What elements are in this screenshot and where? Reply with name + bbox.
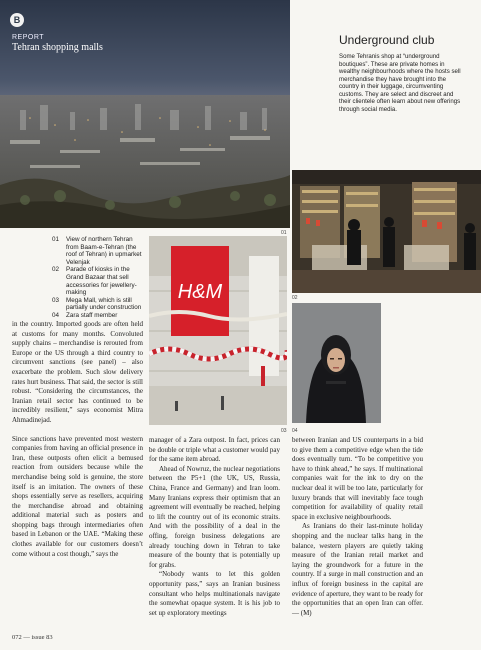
body-column-1 bbox=[12, 320, 143, 559]
sidebar-text: Some Tehranis shop at “underground boutiques”. These are private homes in wealthy neighbourhoods where the hosts sell merchandise they have brought into the country in their luggage, circumventing customs. They are select and discreet and their clientele often learn about new offerings through social media. bbox=[339, 53, 461, 113]
caption-number: 04 bbox=[52, 311, 60, 319]
caption-number: 02 bbox=[52, 266, 60, 274]
body-column-2 bbox=[149, 436, 280, 618]
section-badge: B bbox=[10, 13, 24, 27]
caption-item bbox=[52, 312, 144, 320]
photo-number-01: 01 bbox=[281, 230, 287, 236]
section-title: Tehran shopping malls bbox=[12, 42, 103, 53]
photo-number-03: 03 bbox=[281, 428, 287, 434]
section-kicker: REPORT bbox=[12, 34, 45, 41]
body-paragraph: As Iranians do their last-minute holiday shopping and the nuclear talks hang in the balance, western players are quietly taking measure of the Iranian retail market and laying the groundwork for a future in the country. If a surge in mall construction and an influx of foreign business in the capital are evidence of aperture, they want to be ready for the opportunities that an open Iran can offer. — (M) bbox=[292, 522, 423, 617]
page-footer: 072 — issue 83 bbox=[12, 634, 53, 641]
body-paragraph: Since sanctions have prevented most western companies from having an official presence in Iran, these outposts often elicit a bemused reaction from outsiders because while the merchandise being sold is genuine, the store itself is an imitation. The owners of these shops essentially serve as resellers, acquiring the merchandise abroad and obtaining additional material such as posters and shopping bags through intermediaries often based in Lebanon or the UAE. “Making these clothes available for our customers doesn’t come without a cost though,” says the bbox=[12, 434, 143, 558]
zara-staff-photo bbox=[292, 303, 381, 423]
body-paragraph: in the country. Imported goods are often held at customs for many months. Convoluted supply chains – merchandise is rerouted from Europe or the US through a third country to circumvent sanctions (see panel) – also exacerbate the problem. Such slow delivery rates hurt business. That said, the sector is still robust. “Considering the circumstances, the Iranian retail sector has continued to be incredibly resilient,” says economist Mitra Ahmadinejad. bbox=[12, 320, 143, 424]
body-column-3 bbox=[292, 436, 423, 618]
mega-mall-photo bbox=[149, 236, 287, 425]
hm-sign: H&M bbox=[177, 281, 223, 303]
caption-item bbox=[52, 266, 144, 296]
caption-number: 03 bbox=[52, 296, 60, 304]
caption-text: Parade of kiosks in the Grand Bazaar that sell accessories for jewellery-making bbox=[66, 266, 137, 297]
body-paragraph: manager of a Zara outpost. In fact, prices can be double or triple what a customer would pay for the same item abroad. bbox=[149, 436, 280, 464]
caption-text: Mega Mall, which is still partially under construction bbox=[66, 296, 142, 312]
sidebar-title: Underground club bbox=[339, 33, 435, 47]
caption-text: View of northern Tehran from Baam-e-Tehran (the roof of Tehran) in upmarket Velenjak bbox=[66, 236, 142, 266]
caption-item bbox=[52, 236, 144, 266]
caption-text: Zara staff member bbox=[66, 311, 118, 319]
photo-number-02: 02 bbox=[292, 295, 298, 301]
caption-number: 01 bbox=[52, 236, 60, 243]
photo-number-04: 04 bbox=[292, 428, 298, 434]
body-paragraph: “Nobody wants to let this golden opportunity pass,” says an Iranian business consultant who helps multinationals navigate the somewhat opaque system. It is his job to set up exploratory meetings bbox=[149, 570, 280, 617]
photo-captions bbox=[52, 236, 144, 320]
bazaar-kiosks-photo bbox=[292, 170, 481, 293]
body-paragraph: Ahead of Nowruz, the nuclear negotiations between the P5+1 (the UK, US, Russia, China, France and Germany) and Iran loom. Many Iranians express their optimism that an agreement will eventually be reached, helping to lift the country out of its economic straits. And with the possibility of a deal in the offing, foreign business delegations are already touching down in Tehran to take measure of the bounty that is potentially up for grabs. bbox=[149, 464, 280, 569]
body-paragraph: between Iranian and US counterparts in a bid to give them a competitive edge when the tide does eventually turn. “To be competitive you have to think ahead,” he says. If multinational companies wait for the ink to dry on the nuclear deal it will be too late, particularly for luxury brands that will inevitably face tough competition for availability of quality retail space in exclusive neighbourhoods. bbox=[292, 436, 423, 521]
caption-item bbox=[52, 297, 144, 312]
